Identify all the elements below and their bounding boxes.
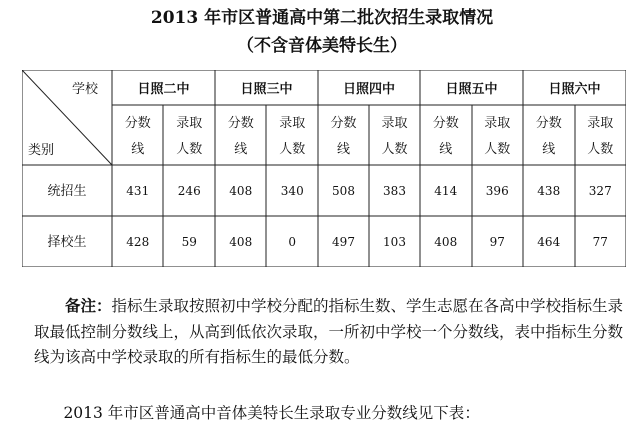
table-cell: 59	[181, 235, 197, 249]
table-grid	[22, 70, 626, 267]
school-header: 日照三中	[240, 82, 293, 97]
subheader-line1: 分数	[432, 116, 459, 131]
school-header: 日照五中	[445, 82, 498, 97]
table-cell: 408	[229, 235, 253, 249]
subheader-line2: 线	[336, 142, 351, 157]
school-header: 日照六中	[548, 82, 601, 97]
row-label: 统招生	[47, 184, 87, 199]
subheader-line2: 线	[131, 142, 145, 157]
table-cell: 408	[434, 235, 458, 249]
subheader-line2: 人数	[587, 142, 614, 157]
corner-school-label: 学校	[72, 82, 99, 97]
subheader-line1: 录取	[381, 116, 408, 131]
subheader-line1: 分数	[124, 116, 151, 131]
subheader-line2: 人数	[381, 142, 408, 157]
subheader-line1: 录取	[587, 116, 614, 131]
subheader-line2: 线	[439, 142, 453, 157]
table-cell: 508	[332, 184, 355, 198]
subheader-line1: 录取	[484, 116, 511, 131]
table-cell: 428	[126, 235, 150, 249]
note-label: 备注	[65, 296, 97, 315]
table-cell: 414	[434, 184, 458, 198]
table-cell: 246	[177, 184, 201, 198]
row-label: 择校生	[47, 235, 87, 250]
table-cell: 438	[537, 184, 561, 198]
subheader-line1: 分数	[535, 116, 562, 131]
corner-category-label: 类别	[28, 143, 55, 158]
table-cell: 396	[485, 184, 509, 198]
table-cell: 0	[288, 235, 297, 249]
school-header: 日照二中	[137, 82, 190, 97]
table-cell: 77	[592, 235, 608, 249]
table-cell: 464	[537, 235, 561, 249]
document-subtitle: （不含音体美特长生）	[237, 36, 407, 56]
subheader-line2: 线	[542, 142, 556, 157]
subheader-line2: 人数	[484, 142, 511, 157]
table-cell: 497	[332, 235, 355, 249]
note-paragraph	[34, 293, 624, 371]
subheader-line1: 分数	[227, 116, 254, 131]
table-cell: 327	[588, 184, 612, 198]
school-header: 日照四中	[342, 82, 396, 97]
note-colon: ：	[96, 296, 112, 315]
admission-table	[22, 70, 626, 267]
subheader-line1: 录取	[176, 116, 203, 131]
table-cell: 383	[383, 184, 406, 198]
subheader-line1: 分数	[330, 116, 357, 131]
subheader-line2: 人数	[176, 142, 203, 157]
table-cell: 408	[229, 184, 253, 198]
table-cell: 97	[489, 235, 505, 249]
table-cell: 431	[126, 184, 150, 198]
document-title: 2013 年市区普通高中第二批次招生录取情况	[150, 8, 494, 28]
note-text: 指标生录取按照初中学校分配的指标生数、学生志愿在各高中学校指标生录取最低控制分数线上，从高到低依次录取，一所初中学校一个分数线，表中指标生分数线为该高中学校录取的所有指标生的最低分数。	[34, 297, 624, 366]
table-cell: 103	[383, 235, 406, 249]
subheader-line1: 录取	[279, 116, 306, 131]
subheader-line2: 人数	[279, 142, 306, 157]
footer-paragraph: 2013 年市区普通高中音体美特长生录取专业分数线见下表：	[63, 404, 480, 422]
table-cell: 340	[280, 184, 304, 198]
subheader-line2: 线	[234, 142, 248, 157]
